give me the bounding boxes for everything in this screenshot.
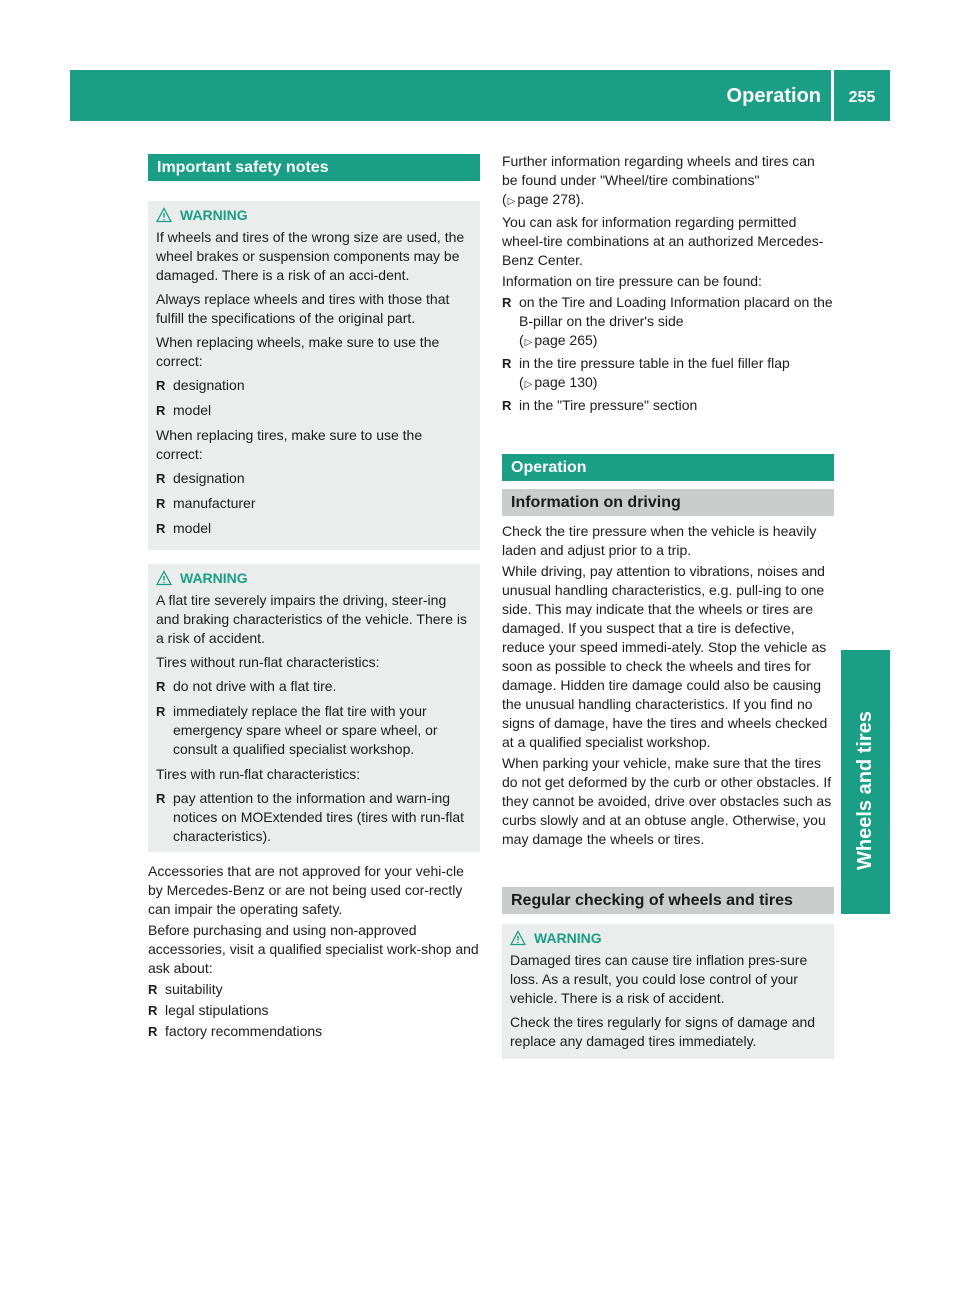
bullet-marker: R [502,398,512,413]
bullet-marker: R [156,521,166,536]
warning-title [156,569,472,587]
warning-text: Damaged tires can cause tire inflation pres-sure loss. As a result, you could lose control of your vehicle. There is a risk of accident. [510,952,808,1006]
bullet-list [156,376,472,420]
list-item: R immediately replace the flat tire with your emergency spare wheel or spare wheel, or consult a qualified specialist workshop. [156,703,438,757]
body-text: Check the tire pressure when the vehicle is heavily laden and adjust prior to a trip. [502,523,817,558]
bullet-marker: R [502,356,512,371]
list-item: R in the tire pressure table in the fuel filler flap (▷ page 130) [502,355,790,390]
list-item: R do not drive with a flat tire. [156,678,337,694]
warning-box-damaged-tires [502,924,834,1059]
warning-box-wheel-size [148,201,480,550]
page-header [70,70,890,121]
body-text: When parking your vehicle, make sure that the tires do not get deformed by the curb or other obstacles. If they cannot be avoided, drive over obstacles such as curbs slowly and at an obtuse angle. Otherwise, you may damage the wheels or tires. [502,755,832,847]
right-column [502,152,834,1059]
bullet-list [156,469,472,538]
page-ref-link[interactable]: page 130) [534,374,598,390]
bullet-marker: R [156,378,166,393]
warning-text: If wheels and tires of the wrong size are used, the wheel brakes or suspension components may be damaged. There is a risk of an acci-dent. [156,229,465,283]
warning-text: When replacing tires, make sure to use the correct: [156,427,423,462]
body-text: Information on tire pressure can be found: [502,273,762,289]
subheading-information-on-driving: Information on driving [502,489,834,516]
bullet-marker: R [156,704,166,719]
list-item: R designation [156,470,245,486]
warning-text: A flat tire severely impairs the driving, steer-ing and braking characteristics of the vehicle. There is a risk of accident. [156,592,468,646]
bullet-list [156,789,472,846]
list-item: R on the Tire and Loading Information placard on the B-pillar on the driver's side (▷ page 265) [502,294,833,348]
warning-text: Tires with run-flat characteristics: [156,766,361,782]
warning-triangle-icon [510,930,526,946]
warning-label: WARNING [534,930,602,946]
warning-text: Tires without run-flat characteristics: [156,654,380,670]
list-item: R model [156,520,212,536]
page-ref-arrow-icon: ▷ [524,337,533,348]
section-heading-safety: Important safety notes [148,154,480,181]
header-title: Operation [726,85,821,107]
section-heading-operation: Operation [502,454,834,481]
left-column [148,154,480,1046]
list-item: R manufacturer [156,495,256,511]
bullet-list [148,980,480,1041]
body-text: Further information regarding wheels and tires can be found under "Wheel/tire combinations" (▷ page 278). [502,153,815,207]
list-item: R model [156,402,212,418]
subheading-regular-checking: Regular checking of wheels and tires [502,887,834,914]
list-item: R suitability [148,981,223,997]
bullet-list [502,293,834,415]
bullet-list [156,677,472,759]
warning-text: When replacing wheels, make sure to use the correct: [156,334,440,369]
bullet-marker: R [148,1024,158,1039]
warning-label: WARNING [180,570,248,586]
page-number: 255 [848,89,876,106]
warning-triangle-icon [156,570,172,586]
bullet-marker: R [156,679,166,694]
bullet-marker: R [502,295,512,310]
bullet-marker: R [156,791,166,806]
list-item: R factory recommendations [148,1023,323,1039]
warning-text: Always replace wheels and tires with those that fulfill the specifications of the original part. [156,291,450,326]
bullet-marker: R [156,496,166,511]
body-text: You can ask for information regarding permitted wheel-tire combinations at an authorized Mercedes-Benz Center. [502,214,824,268]
list-item: R in the "Tire pressure" section [502,397,698,413]
bullet-marker: R [156,471,166,486]
list-item: R designation [156,377,245,393]
page-ref-link[interactable]: page 278). [517,191,585,207]
warning-label: WARNING [180,207,248,223]
warning-title [510,929,826,947]
body-text: While driving, pay attention to vibrations, noises and unusual handling characteristics, e.g. pull-ing to one side. This may indicate that the wheels or tires are damaged. If you suspect that a tire is defective, reduce your speed immedi-ately. Stop the vehicle as soon as possible to check the wheels and tires for damage. Hidden tire damage could also be causing the unusual handling characteristics. If you find no signs of damage, have the tires and wheels checked at a qualified specialist workshop. [502,563,828,750]
page-ref-link[interactable]: page 265) [534,332,598,348]
page-ref-arrow-icon: ▷ [524,379,533,390]
warning-title [156,206,472,224]
bullet-marker: R [156,403,166,418]
body-text: Accessories that are not approved for your vehi-cle by Mercedes-Benz or are not being used cor-rectly can impair the operating safety. [148,863,464,917]
warning-box-flat-tire [148,564,480,852]
list-item: R pay attention to the information and warn-ing notices on MOExtended tires (tires with run-flat characteristics). [156,790,465,844]
warning-triangle-icon [156,207,172,223]
page-ref-arrow-icon: ▷ [507,196,516,207]
warning-text: Check the tires regularly for signs of damage and replace any damaged tires immediately. [510,1014,816,1049]
bullet-marker: R [148,982,158,997]
list-item: R legal stipulations [148,1002,269,1018]
bullet-marker: R [148,1003,158,1018]
body-text: Before purchasing and using non-approved accessories, visit a qualified specialist work-shop and ask about: [148,922,479,976]
side-tab-label: Wheels and tires [854,711,876,870]
